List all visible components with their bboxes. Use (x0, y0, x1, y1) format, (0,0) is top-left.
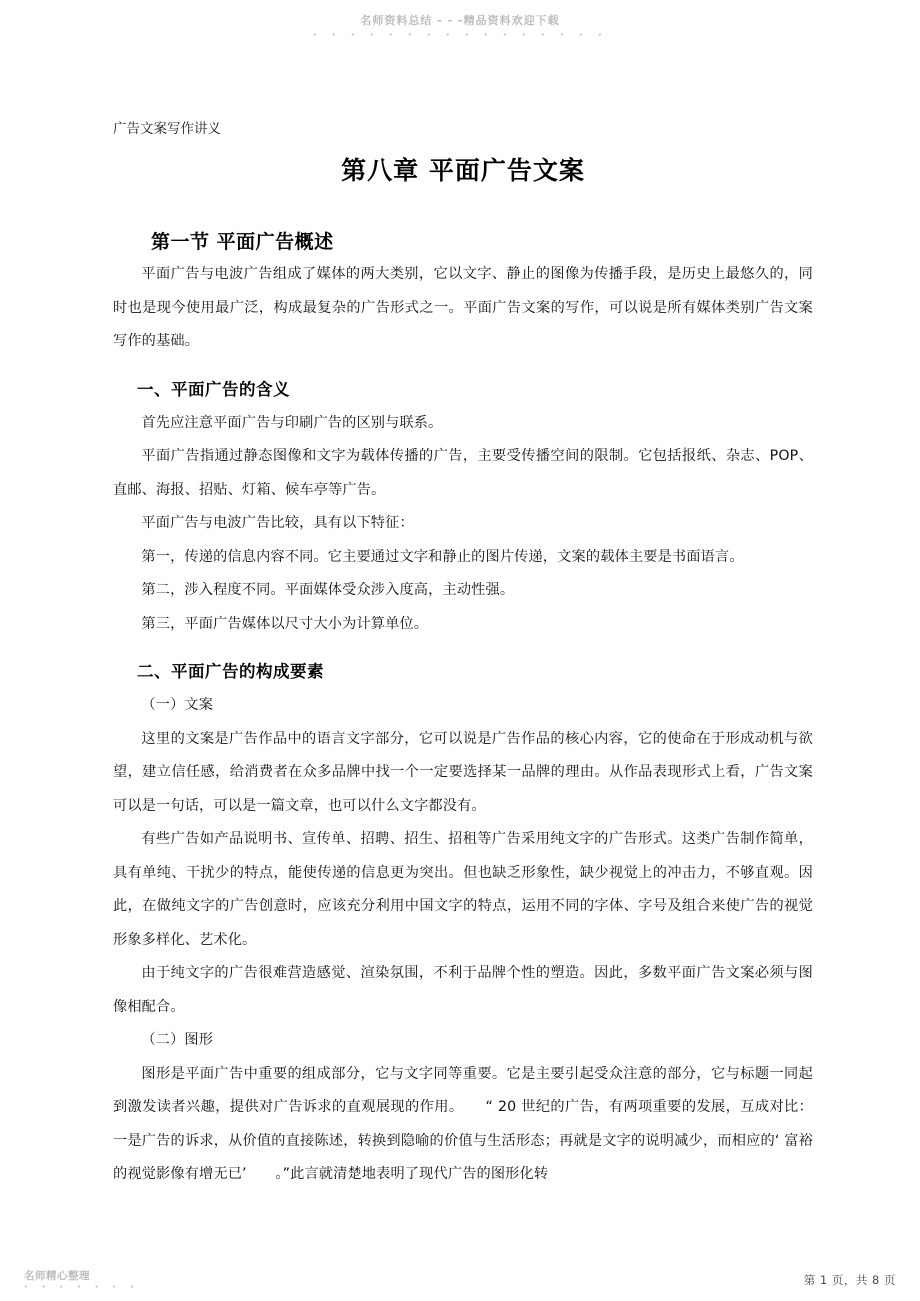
top-watermark (0, 14, 920, 41)
bottom-watermark (24, 1270, 139, 1293)
document-content (113, 118, 813, 1192)
bottom-watermark-dots: · · · · · · · (24, 1281, 139, 1293)
bottom-watermark-text: 名师精心整理 (24, 1270, 90, 1282)
paragraph-intro: 平面广告与电波广告组成了媒体的两大类别，它以文字、静止的图像为传播手段，是历史上最悠久的，同时也是现今使用最广泛，构成最复杂的广告形式之一。平面广告文案的写作，可以说是所有媒体类别广告文案写作的基础。 (113, 266, 813, 349)
subsection-heading-2: 二、平面广告的构成要素 (137, 662, 324, 681)
section-heading: 第一节 平面广告概述 (151, 231, 334, 253)
top-watermark-text: 名师资料总结 - - -精品资料欢迎下载 (360, 14, 560, 27)
paragraph-5: 第二，涉入程度不同。平面媒体受众涉入度高，主动性强。 (141, 582, 515, 598)
paragraph-10: 图形是平面广告中重要的组成部分，它与文字同等重要。它是主要引起受众注意的部分，它与标题一同起到激发读者兴趣，提供对广告诉求的直观展现的作用。 “ 20 世纪的广告，有两项重要的发展，互成对比：一是广告的诉求，从价值的直接陈述，转换到隐喻的价值与生活形态；再就是文字的说明减少，而相应的‘ 富裕的视觉影像有增无已’ 。”此言就清楚地表明了现代广告的图形化转 (113, 1065, 813, 1182)
paragraph-2: 平面广告指通过静态图像和文字为载体传播的广告，主要受传播空间的限制。它包括报纸、杂志、POP、直邮、海报、招贴、灯箱、候车亭等广告。 (113, 448, 813, 498)
paragraph-7: 这里的文案是广告作品中的语言文字部分，它可以说是广告作品的核心内容，它的使命在于形成动机与欲望，建立信任感，给消费者在众多品牌中找一个一定要选择某一品牌的理由。从作品表现形式上看，广告文案可以是一句话，可以是一篇文章，也可以什么文字都没有。 (113, 730, 813, 814)
paragraph-3: 平面广告与电波广告比较，具有以下特征： (141, 515, 414, 531)
page-title: 第八章 平面广告文案 (341, 156, 585, 185)
paragraph-4: 第一，传递的信息内容不同。它主要通过文字和静止的图片传递，文案的载体主要是书面语言。 (141, 548, 744, 565)
item-heading-1: （一）文案 (141, 697, 214, 713)
page-number-indicator: 第 1 页，共 8 页 (803, 1273, 896, 1287)
paragraph-8: 有些广告如产品说明书、宣传单、招聘、招生、招租等广告采用纯文字的广告形式。这类广告制作简单，具有单纯、干扰少的特点，能使传递的信息更为突出。但也缺乏形象性，缺少视觉上的冲击力，不够直观。因此，在做纯文字的广告创意时，应该充分利用中国文字的特点，运用不同的字体、字号及组合来使广告的视觉形象多样化、艺术化。 (113, 831, 813, 948)
top-watermark-dots: · · · · · · · · · · · · · · · · (312, 28, 608, 41)
item-heading-2: （二）图形 (141, 1032, 214, 1048)
paragraph-6: 第三，平面广告媒体以尺寸大小为计算单位。 (141, 615, 429, 632)
paragraph-9: 由于纯文字的广告很难营造感觉、渲染氛围，不利于品牌个性的塑造。因此，多数平面广告文案必须与图像相配合。 (113, 965, 813, 1015)
paragraph-1: 首先应注意平面广告与印刷广告的区别与联系。 (141, 414, 443, 431)
subsection-heading-1: 一、平面广告的含义 (137, 379, 290, 399)
running-header: 广告文案写作讲义 (113, 121, 221, 137)
